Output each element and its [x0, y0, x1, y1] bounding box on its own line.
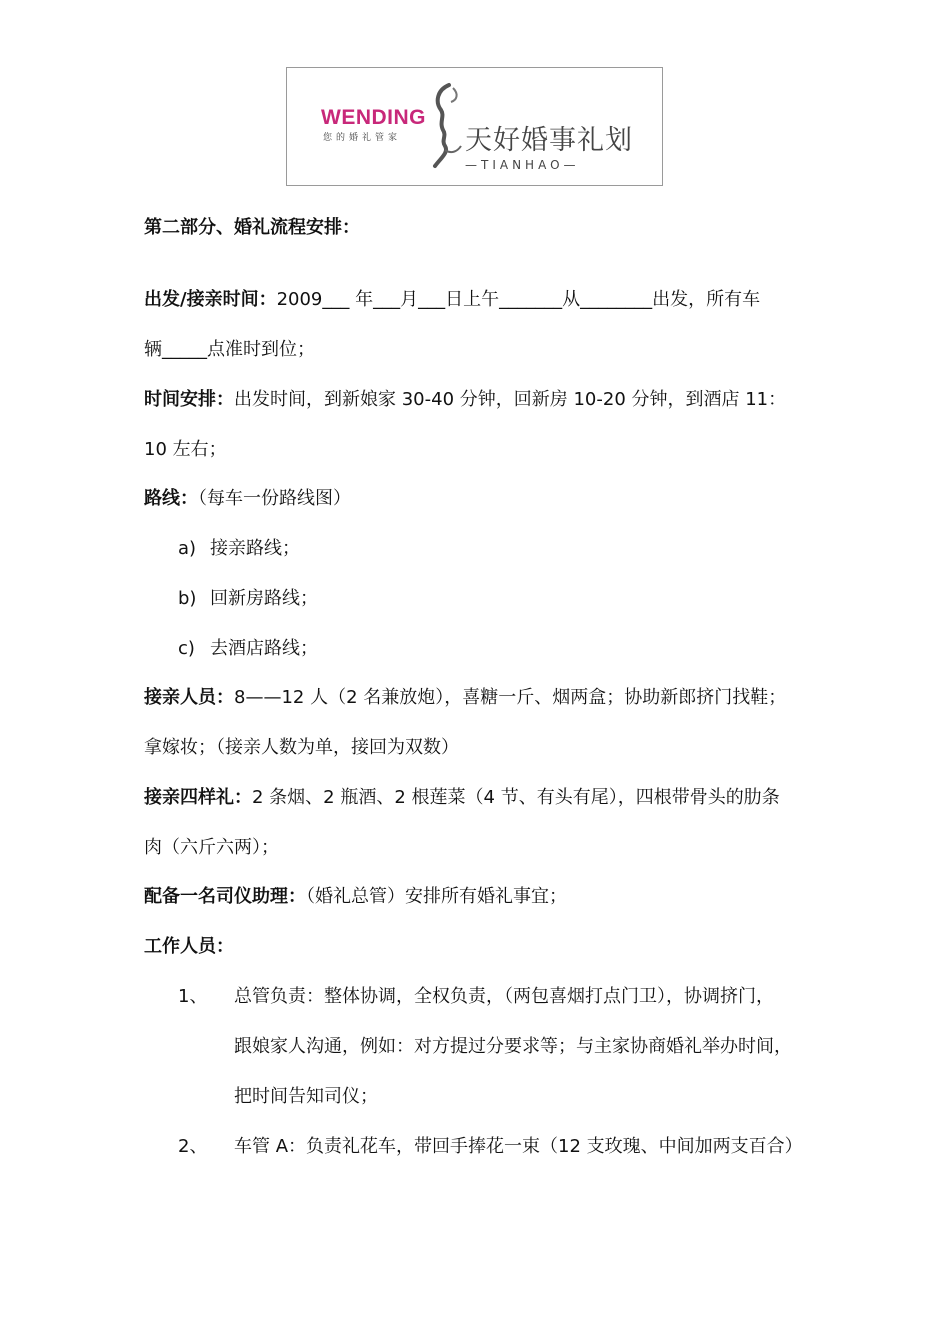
pickup-people-text: 8——12 人（2 名兼放炮），喜糖一斤、烟两盒；协助新郎挤门找鞋；: [234, 687, 787, 708]
departure-line-1: [144, 288, 760, 312]
gifts-line-2: 肉（六斤六两）；: [144, 837, 279, 858]
gifts-label: 接亲四样礼：: [144, 787, 252, 808]
bride-silhouette-icon: [427, 80, 467, 175]
logo-box: [286, 67, 663, 186]
departure-line-2: 辆_____点准时到位；: [144, 339, 315, 360]
assistant-label: 配备一名司仪助理：: [144, 886, 306, 907]
list-item: [178, 537, 300, 561]
staff-item-line: 跟娘家人沟通，例如：对方提过分要求等；与主家协商婚礼举办时间，: [234, 1036, 792, 1057]
schedule-line-1: [144, 388, 786, 412]
assistant-line: [144, 885, 567, 909]
schedule-text: 出发时间，到新娘家 30-40 分钟，回新房 10-20 分钟，到酒店 11：: [234, 389, 787, 410]
list-item-text: 回新房路线；: [210, 588, 318, 609]
schedule-label: 时间安排：: [144, 389, 234, 410]
list-marker: b): [178, 588, 197, 609]
schedule-line-2: 10 左右；: [144, 439, 227, 460]
gifts-line-1: [144, 786, 780, 810]
list-item: [178, 637, 318, 661]
brand-chinese-name: 天好婚事礼划: [465, 125, 633, 156]
gifts-text: 2 条烟、2 瓶酒、2 根莲菜（4 节、有头有尾），四根带骨头的肋条: [252, 787, 780, 808]
staff-item-line: 把时间告知司仪；: [234, 1086, 378, 1107]
pickup-people-label: 接亲人员：: [144, 687, 234, 708]
route-label: 路线：: [144, 488, 198, 509]
list-marker: a): [178, 538, 197, 559]
wending-logo-text: WENDING: [321, 106, 426, 129]
list-item-text: 接亲路线；: [210, 538, 300, 559]
departure-text: 2009___ 年___月___日上午_______从________出发，所有车: [276, 289, 761, 310]
section-title: 第二部分、婚礼流程安排：: [144, 217, 360, 238]
staff-item-line: 总管负责：整体协调，全权负责，（两包喜烟打点门卫），协调挤门，: [234, 986, 774, 1007]
list-marker: 1、: [178, 986, 208, 1007]
list-item: [178, 587, 318, 611]
brand-english-name: —TIANHAO—: [465, 158, 580, 172]
pickup-people-line-1: [144, 686, 786, 710]
list-marker: c): [178, 638, 195, 659]
list-marker: 2、: [178, 1136, 208, 1157]
assistant-text: （婚礼总管）安排所有婚礼事宜；: [306, 886, 567, 907]
pickup-people-line-2: 拿嫁妆；（接亲人数为单，接回为双数）: [144, 737, 459, 758]
wending-tagline: 您的婚礼管家: [323, 133, 402, 143]
list-item-text: 去酒店路线；: [210, 638, 318, 659]
route-text: （每车一份路线图）: [198, 488, 351, 509]
staff-label: 工作人员：: [144, 936, 234, 957]
route-line: [144, 487, 351, 511]
staff-item-line: 车管 A：负责礼花车，带回手捧花一束（12 支玫瑰、中间加两支百合）: [234, 1136, 803, 1157]
departure-label: 出发/接亲时间：: [144, 289, 277, 310]
